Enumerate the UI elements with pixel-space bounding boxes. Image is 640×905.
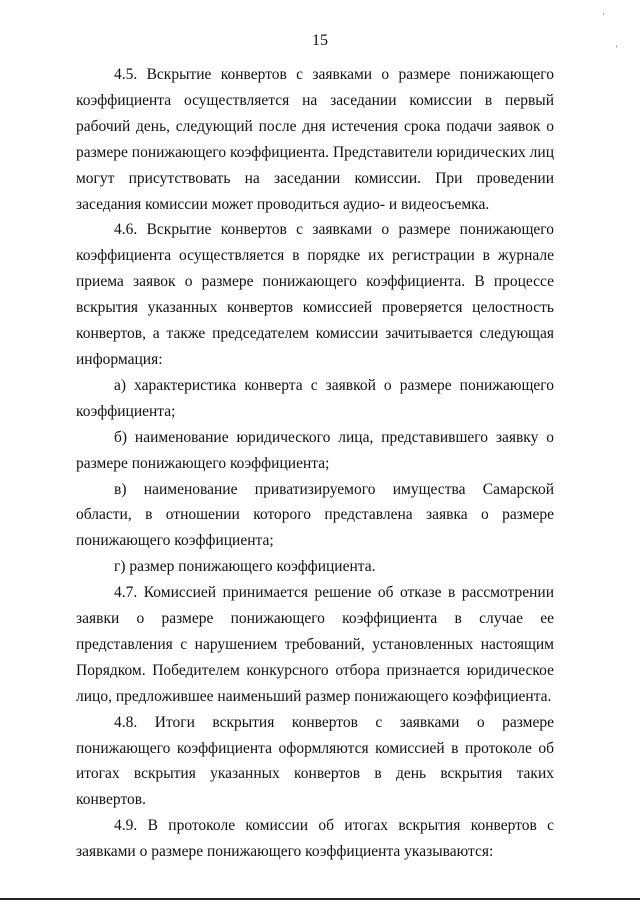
list-item-v: в) наименование приватизируемого имущества Самарской области, в отношении которого представлена заявка о размере понижающего коэффициента; [76,480,554,550]
page-number: 15 [312,32,328,49]
paragraph-4-5: 4.5. Вскрытие конвертов с заявками о размере понижающего коэффициента осуществляется на заседании комиссии в первый рабочий день, следующий после дня истечения срока подачи заявок о размере понижающего коэффициента. Представители юридических лиц могут присутствовать на заседании комиссии. При проведении заседания комиссии может проводиться аудио- и видеосъемка. [76,66,554,213]
list-item-a: а) характеристика конверта с заявкой о размере понижающего коэффициента; [76,376,554,420]
paragraph-4-9: 4.9. В протоколе комиссии об итогах вскрытия конвертов с заявками о размере понижающего коэффициента указываются: [76,817,554,861]
paragraph-4-8: 4.8. Итоги вскрытия конвертов с заявками о размере понижающего коэффициента оформляются комиссией в протоколе об итогах вскрытия указанных конвертов в день вскрытия таких конвертов. [76,713,554,809]
paragraph-4-6: 4.6. Вскрытие конвертов с заявками о размере понижающего коэффициента осуществляется в порядке их регистрации в журнале приема заявок о размере понижающего коэффициента. В процессе вскрытия указанных конвертов комиссией проверяется целостность конвертов, а также председателем комиссии зачитывается следующая информация: [76,221,554,368]
scan-bottom-edge-line [0,898,640,900]
document-body [76,62,554,865]
list-item-b: б) наименование юридического лица, представившего заявку о размере понижающего коэффициента; [76,428,554,472]
scan-artifact-mark: ' [603,12,605,21]
paragraph-4-7: 4.7. Комиссией принимается решение об отказе в рассмотрении заявки о размере понижающего коэффициента в случае ее представления с нарушением требований, установленных настоящим Порядком. Победителем конкурсного отбора признается юридическое лицо, предложившее наименьший размер понижающего коэффициента. [76,584,554,705]
list-item-g: г) размер понижающего коэффициента. [114,558,376,576]
scan-artifact-mark: ' [616,44,618,53]
